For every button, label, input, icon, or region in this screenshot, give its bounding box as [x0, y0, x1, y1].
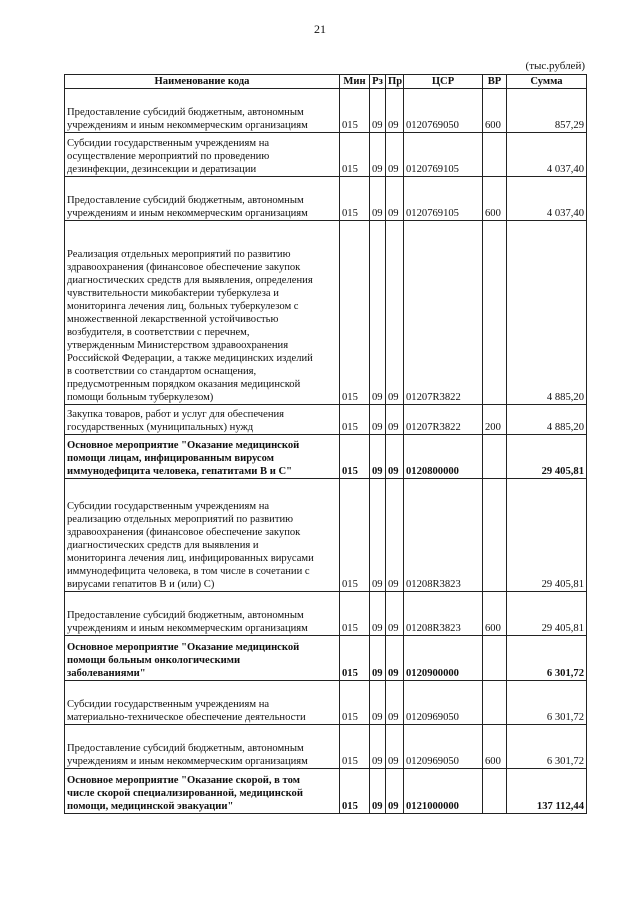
row-name-line: Предоставление субсидий бюджетным, автономным — [67, 610, 304, 621]
row-name — [65, 592, 340, 636]
row-name — [65, 221, 340, 405]
row-vr — [483, 479, 507, 592]
table-header-row — [65, 75, 587, 89]
table-row — [65, 221, 587, 405]
row-pr: 09 — [386, 177, 404, 221]
row-vr: 200 — [483, 405, 507, 435]
row-csr: 0121000000 — [404, 769, 483, 814]
row-csr: 01207R3822 — [404, 405, 483, 435]
row-csr: 0120969050 — [404, 725, 483, 769]
header-vr: ВР — [483, 75, 507, 89]
row-name — [65, 133, 340, 177]
row-name-line: числе скорой специализированной, медицинской — [67, 788, 303, 799]
row-name-line: здравоохранения (финансовое обеспечение закупок — [67, 262, 301, 273]
row-name-line: предусмотренным порядком оказания медицинской — [67, 379, 301, 390]
row-sum: 6 301,72 — [507, 725, 587, 769]
row-name-line: иммунодефицита человека, в том числе в сочетании с — [67, 566, 310, 577]
row-name-line: учреждениям и иным некоммерческим организациям — [67, 756, 308, 767]
row-min: 015 — [340, 89, 370, 133]
row-min: 015 — [340, 769, 370, 814]
row-name-line: Субсидии государственным учреждениям на — [67, 699, 270, 710]
row-vr — [483, 435, 507, 479]
row-name-line: учреждениям и иным некоммерческим организациям — [67, 208, 308, 219]
row-sum: 6 301,72 — [507, 681, 587, 725]
row-min: 015 — [340, 592, 370, 636]
table-row — [65, 435, 587, 479]
header-name: Наименование кода — [65, 75, 340, 89]
row-name-line: множественной лекарственной устойчивостью — [67, 314, 279, 325]
header-csr: ЦСР — [404, 75, 483, 89]
row-name-line: учреждениям и иным некоммерческим организациям — [67, 623, 308, 634]
row-name-line: Российской Федерации, а также медицинских изделий — [67, 353, 313, 364]
row-pr: 09 — [386, 479, 404, 592]
page-number: 21 — [314, 22, 326, 36]
row-pr: 09 — [386, 725, 404, 769]
row-name-line: Закупка товаров, работ и услуг для обеспечения — [67, 409, 285, 420]
row-csr: 01207R3822 — [404, 221, 483, 405]
row-rz: 09 — [370, 435, 386, 479]
row-pr: 09 — [386, 405, 404, 435]
row-name-line: Предоставление субсидий бюджетным, автономным — [67, 107, 304, 118]
row-name-line: помощи больным онкологическими — [67, 655, 241, 666]
row-name — [65, 479, 340, 592]
row-csr: 0120800000 — [404, 435, 483, 479]
row-name — [65, 177, 340, 221]
row-sum: 4 885,20 — [507, 405, 587, 435]
row-name — [65, 435, 340, 479]
row-name-line: Основное мероприятие "Оказание медицинской — [67, 440, 300, 451]
row-sum: 4 885,20 — [507, 221, 587, 405]
row-rz: 09 — [370, 592, 386, 636]
row-name — [65, 769, 340, 814]
row-name-line: помощи лицам, инфицированным вирусом — [67, 453, 274, 464]
row-name-line: заболеваниями" — [67, 668, 146, 679]
row-vr: 600 — [483, 725, 507, 769]
row-min: 015 — [340, 221, 370, 405]
row-name — [65, 725, 340, 769]
row-name — [65, 681, 340, 725]
row-csr: 0120900000 — [404, 636, 483, 681]
row-sum: 29 405,81 — [507, 479, 587, 592]
row-name-line: мониторинга лечения лиц, больных туберкулезом с — [67, 301, 299, 312]
budget-table — [64, 74, 587, 814]
row-min: 015 — [340, 479, 370, 592]
header-min: Мин — [340, 75, 370, 89]
row-rz: 09 — [370, 479, 386, 592]
table-row — [65, 725, 587, 769]
row-name-line: материально-техническое обеспечение деятельности — [67, 712, 306, 723]
row-min: 015 — [340, 177, 370, 221]
row-rz: 09 — [370, 681, 386, 725]
table-row — [65, 769, 587, 814]
row-min: 015 — [340, 636, 370, 681]
row-sum: 137 112,44 — [507, 769, 587, 814]
header-sum: Сумма — [507, 75, 587, 89]
row-sum: 4 037,40 — [507, 177, 587, 221]
row-csr: 0120769050 — [404, 89, 483, 133]
row-rz: 09 — [370, 221, 386, 405]
row-name-line: Субсидии государственным учреждениям на — [67, 501, 270, 512]
row-name-line: учреждениям и иным некоммерческим организациям — [67, 120, 308, 131]
row-min: 015 — [340, 435, 370, 479]
row-pr: 09 — [386, 221, 404, 405]
row-name-line: диагностических средств для выявления, определения — [67, 275, 313, 286]
row-pr: 09 — [386, 592, 404, 636]
row-name-line: Предоставление субсидий бюджетным, автономным — [67, 195, 304, 206]
row-name-line: Предоставление субсидий бюджетным, автономным — [67, 743, 304, 754]
row-pr: 09 — [386, 435, 404, 479]
row-name-line: утвержденным Министерством здравоохранения — [67, 340, 289, 351]
row-vr — [483, 681, 507, 725]
row-csr: 01208R3823 — [404, 479, 483, 592]
row-rz: 09 — [370, 725, 386, 769]
row-name-line: реализацию отдельных мероприятий по развитию — [67, 514, 294, 525]
row-name-line: диагностических средств для выявления и — [67, 540, 259, 551]
row-vr: 600 — [483, 177, 507, 221]
row-name-line: Основное мероприятие "Оказание медицинской — [67, 642, 300, 653]
row-csr: 0120769105 — [404, 133, 483, 177]
row-name-line: здравоохранения (финансовое обеспечение закупок — [67, 527, 301, 538]
table-body — [65, 89, 587, 814]
row-name — [65, 89, 340, 133]
header-pr: Пр — [386, 75, 404, 89]
row-name-line: помощи больным туберкулезом) — [67, 392, 214, 403]
row-pr: 09 — [386, 636, 404, 681]
row-sum: 857,29 — [507, 89, 587, 133]
row-sum: 6 301,72 — [507, 636, 587, 681]
row-csr: 0120769105 — [404, 177, 483, 221]
row-min: 015 — [340, 681, 370, 725]
row-name-line: дезинфекции, дезинсекции и дератизации — [67, 164, 257, 175]
row-rz: 09 — [370, 133, 386, 177]
table-row — [65, 177, 587, 221]
row-pr: 09 — [386, 133, 404, 177]
table-row — [65, 405, 587, 435]
row-pr: 09 — [386, 681, 404, 725]
table-row — [65, 89, 587, 133]
table-row — [65, 681, 587, 725]
row-rz: 09 — [370, 89, 386, 133]
row-name-line: осуществление мероприятий по проведению — [67, 151, 270, 162]
row-name-line: Основное мероприятие "Оказание скорой, в том — [67, 775, 300, 786]
row-name-line: Субсидии государственным учреждениям на — [67, 138, 270, 149]
row-name — [65, 405, 340, 435]
row-name-line: Реализация отдельных мероприятий по развитию — [67, 249, 291, 260]
row-name — [65, 636, 340, 681]
row-name-line: государственных (муниципальных) нужд — [67, 422, 254, 433]
row-vr: 600 — [483, 89, 507, 133]
row-name-line: иммунодефицита человека, гепатитами В и С" — [67, 466, 293, 477]
row-name-line: в соответствии со стандартом оснащения, — [67, 366, 257, 377]
table-row — [65, 133, 587, 177]
row-csr: 0120969050 — [404, 681, 483, 725]
row-min: 015 — [340, 133, 370, 177]
row-sum: 29 405,81 — [507, 435, 587, 479]
row-min: 015 — [340, 725, 370, 769]
row-min: 015 — [340, 405, 370, 435]
row-name-line: возбудителя, в соответствии с перечнем, — [67, 327, 250, 338]
row-rz: 09 — [370, 177, 386, 221]
row-vr: 600 — [483, 592, 507, 636]
header-rz: Рз — [370, 75, 386, 89]
row-pr: 09 — [386, 769, 404, 814]
row-name-line: чувствительности микобактерии туберкулеза и — [67, 288, 279, 299]
table-row — [65, 592, 587, 636]
table-row — [65, 636, 587, 681]
row-pr: 09 — [386, 89, 404, 133]
units-label: (тыс.рублей) — [525, 60, 585, 72]
row-vr — [483, 221, 507, 405]
row-vr — [483, 133, 507, 177]
row-name-line: вирусами гепатитов В и (или) С) — [67, 579, 215, 590]
row-vr — [483, 769, 507, 814]
row-rz: 09 — [370, 405, 386, 435]
row-name-line: мониторинга лечения лиц, инфицированных вирусами — [67, 553, 314, 564]
row-sum: 4 037,40 — [507, 133, 587, 177]
row-name-line: помощи, медицинской эвакуации" — [67, 801, 234, 812]
row-csr: 01208R3823 — [404, 592, 483, 636]
row-rz: 09 — [370, 636, 386, 681]
row-rz: 09 — [370, 769, 386, 814]
row-vr — [483, 636, 507, 681]
table-row — [65, 479, 587, 592]
row-sum: 29 405,81 — [507, 592, 587, 636]
